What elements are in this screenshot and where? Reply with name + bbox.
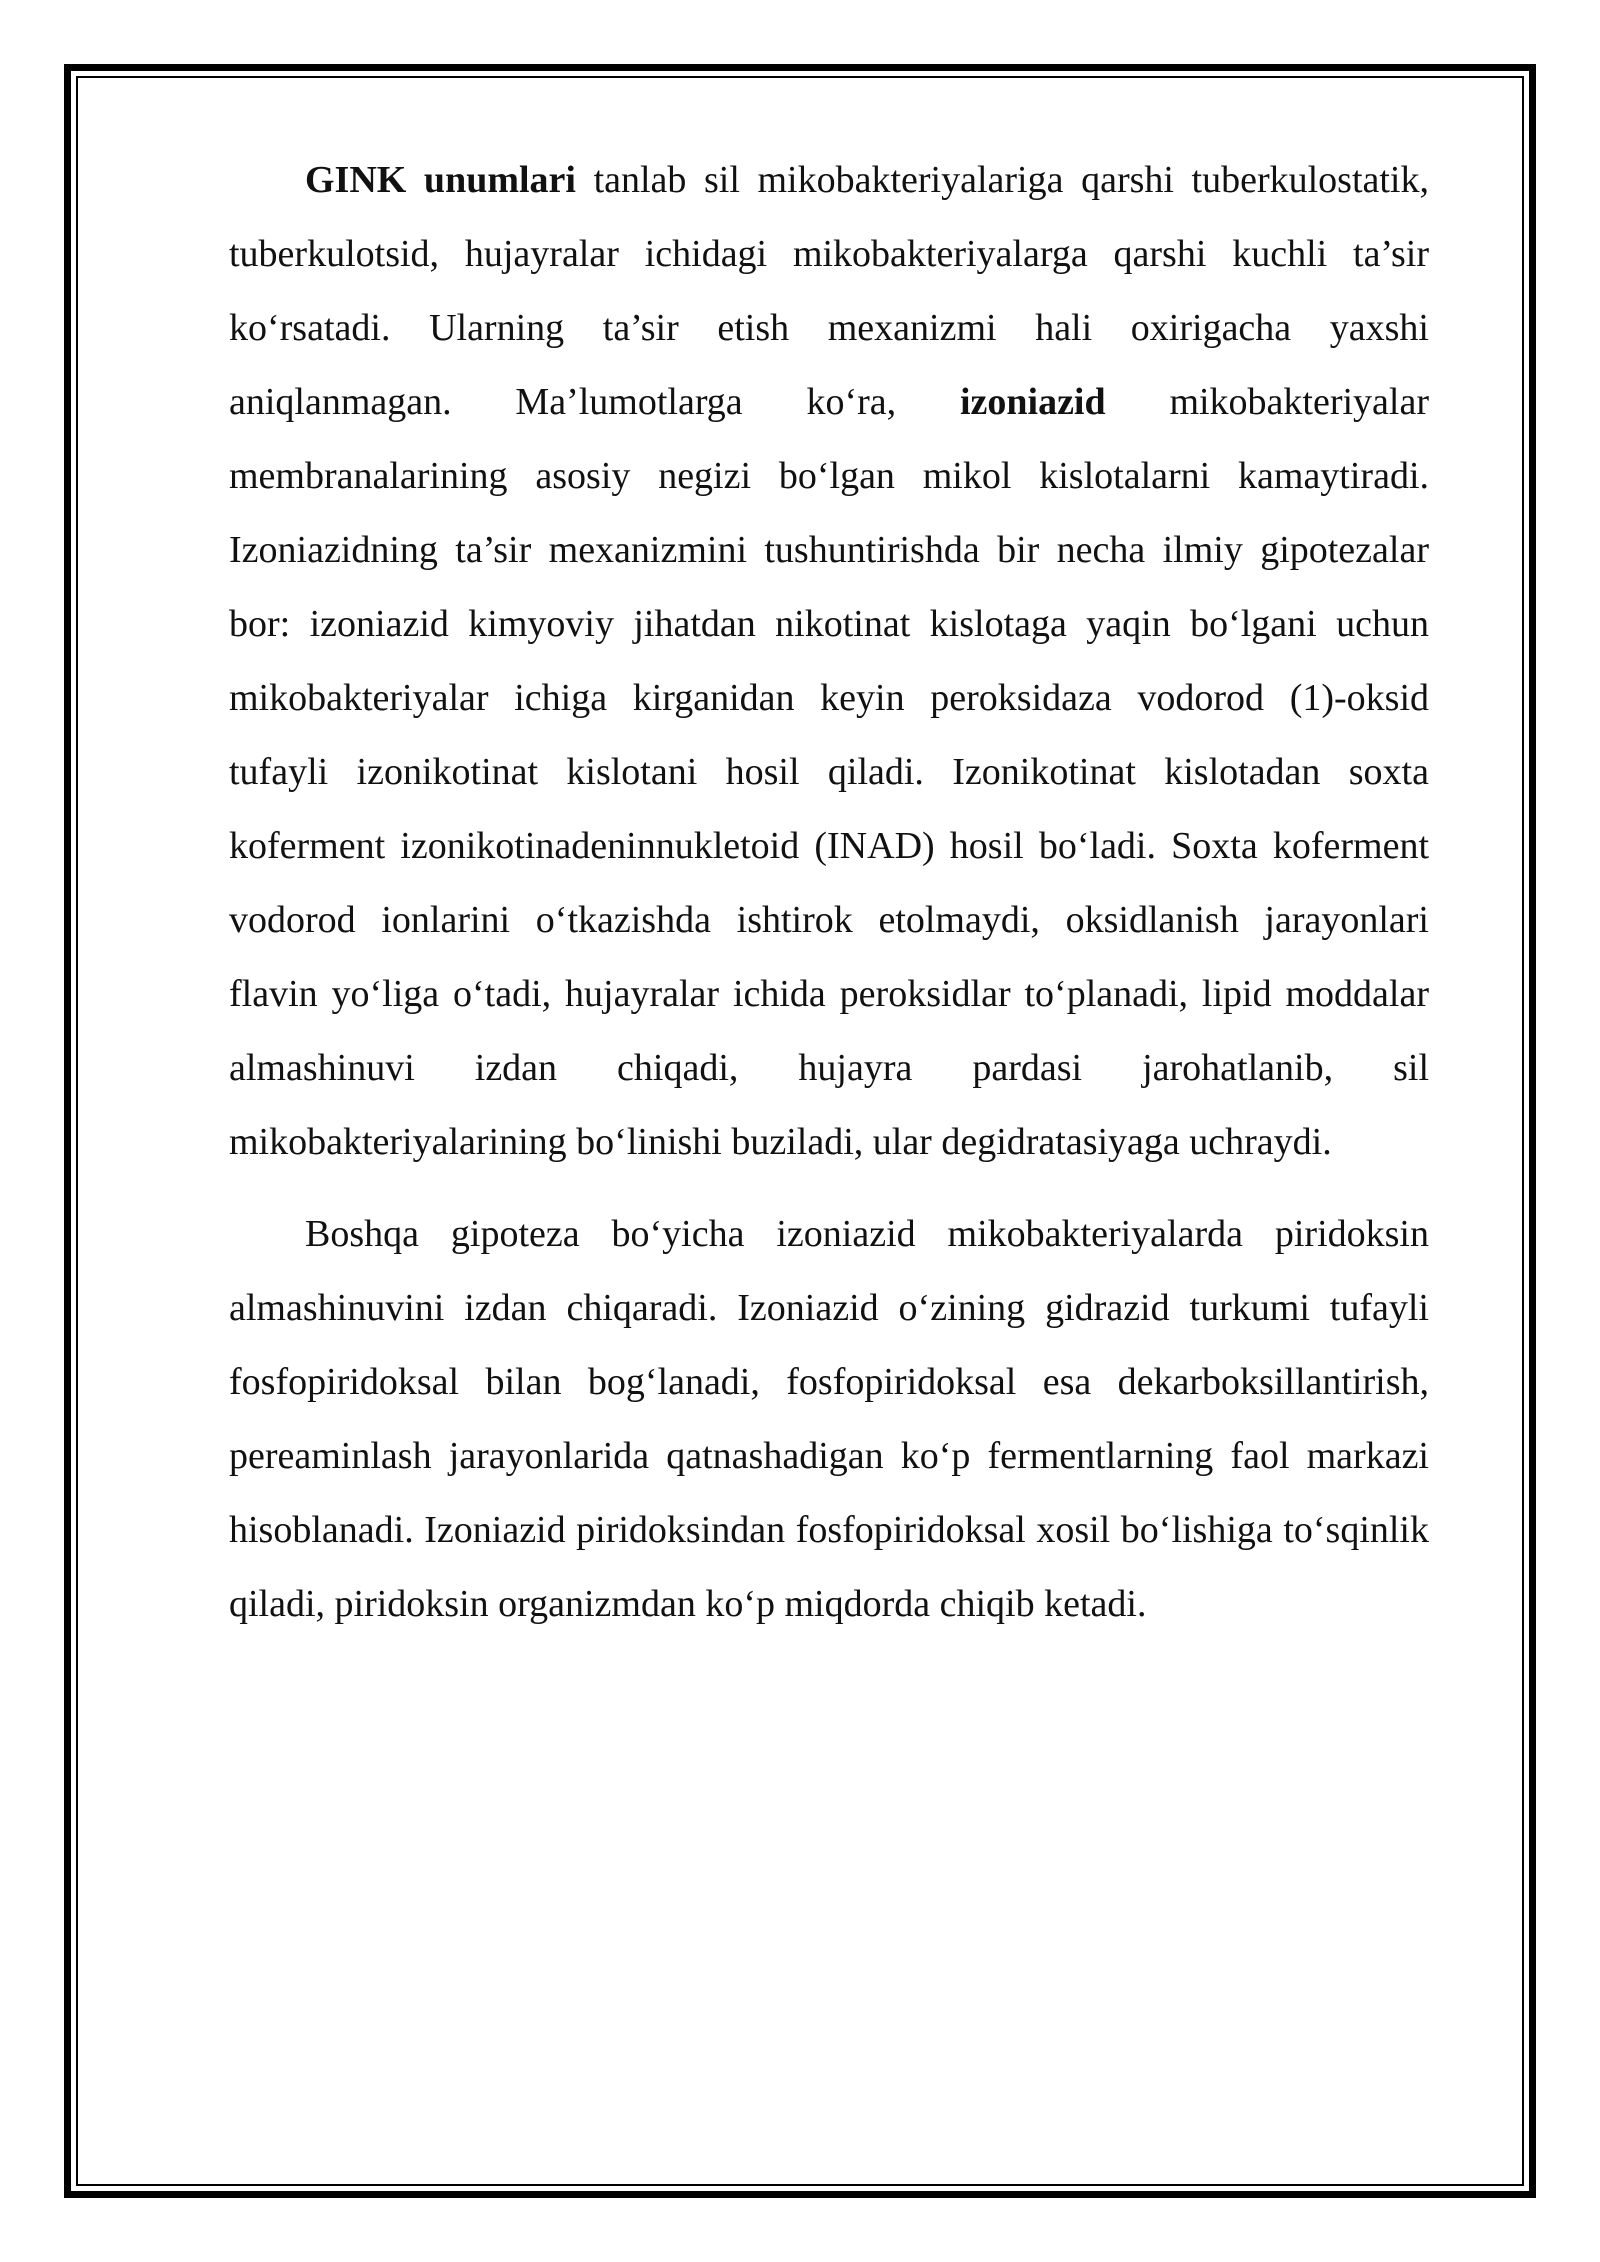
paragraph-1-text-a: tanlab sil mikobakteriyalariga qarshi tuberkulostatik, tuberkulotsid, hujayralar ichidagi mikobakteriyalarga qarshi kuchli ta’sir ko‘rsatadi. Ularning ta’sir etish mexanizmi hali oxirigacha yaxshi aniqlanmagan. Ma’lumotlarga ko‘ra, <box>229 159 1429 423</box>
paragraph-1-text-b: mikobakteriyalar membranalarining asosiy negizi bo‘lgan mikol kislotalarni kamaytiradi. Izoniazidning ta’sir mexanizmini tushuntirishda bir necha ilmiy gipotezalar bor: izoniazid kimyoviy jihatdan nikotinat kislotaga yaqin bo‘lgani uchun mikobakteriyalar ichiga kirganidan keyin peroksidaza vodorod (1)-oksid tufayli izonikotinat kislotani hosil qiladi. Izonikotinat kislotadan soxta koferment izonikotinadeninnukletoid (INAD) hosil bo‘ladi. Soxta koferment vodorod ionlarini o‘tkazishda ishtirok etolmaydi, oksidlanish jarayonlari flavin yo‘liga o‘tadi, hujayralar ichida peroksidlar to‘planadi, lipid moddalar almashinuvi izdan chiqadi, hujayra pardasi jarohatlanib, sil mikobakteriyalarining bo‘linishi buziladi, ular degidratasiyaga uchraydi. <box>229 381 1429 1163</box>
bold-term-izoniazid: izoniazid <box>959 381 1106 423</box>
paragraph-2-text: Boshqa gipoteza bo‘yicha izoniazid mikobakteriyalarda piridoksin almashinuvini izdan chiqaradi. Izoniazid o‘zining gidrazid turkumi tufayli fosfopiridoksal bilan bog‘lanadi, fosfopiridoksal esa dekarboksillantirish, pereaminlash jarayonlarida qatnashadigan ko‘p fermentlarning faol markazi hisoblanadi. Izoniazid piridoksindan fosfopiridoksal xosil bo‘lishiga to‘sqinlik qiladi, piridoksin organizmdan ko‘p miqdorda chiqib ketadi. <box>229 1213 1429 1625</box>
paragraph-2 <box>229 1197 1429 1641</box>
paragraph-1 <box>229 143 1429 1179</box>
bold-term-gink: GINK unumlari <box>305 159 576 201</box>
document-body <box>229 143 1429 1641</box>
